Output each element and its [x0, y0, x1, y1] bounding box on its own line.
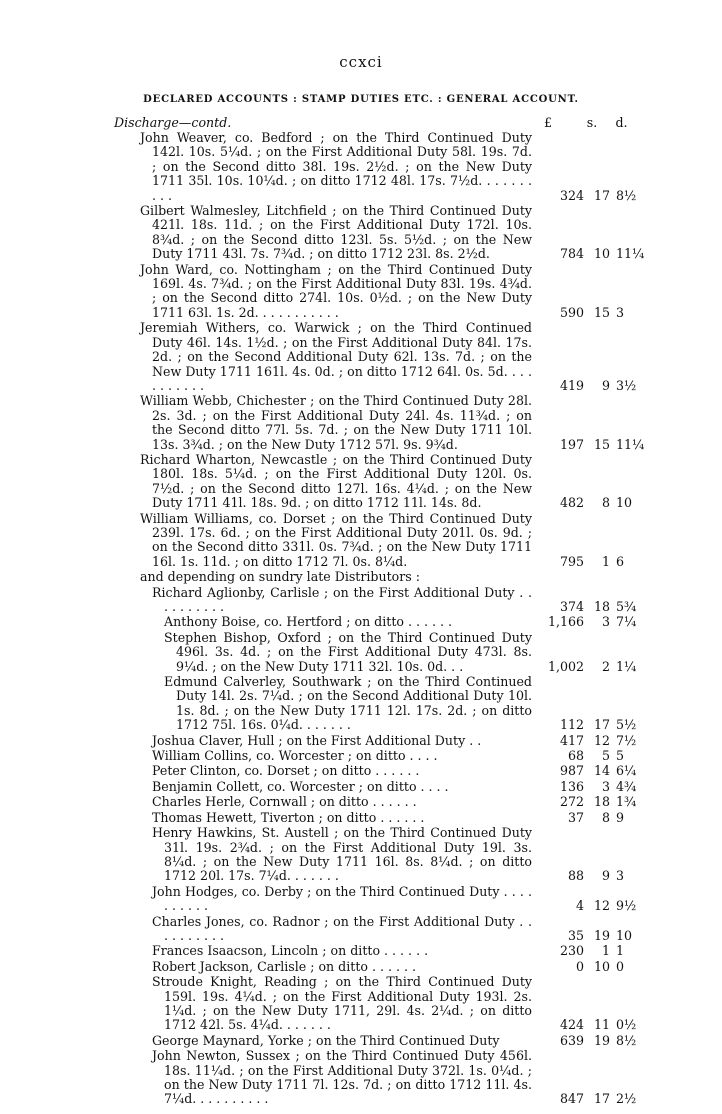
- amount-pounds: 230: [559, 943, 584, 959]
- amount-pence: 0: [616, 958, 625, 974]
- amount-shillings: 1: [601, 943, 610, 959]
- amount-shillings: 3: [601, 778, 610, 794]
- amount-pounds: 35: [567, 927, 584, 943]
- ledger-body: [114, 115, 645, 1108]
- entry-amount: [532, 1034, 636, 1048]
- amount-shillings: 9: [601, 868, 610, 884]
- ledger-entry: [114, 764, 636, 778]
- amount-shillings: 14: [593, 763, 610, 779]
- entry-amount: [532, 734, 636, 748]
- amount-pence: 7½: [616, 732, 637, 748]
- ledger-entry: [114, 203, 645, 262]
- entry-text: John Hodges, co. Derby ; on the Third Continued Duty . . . . . . . . . .: [152, 883, 532, 914]
- amount-pounds: 88: [567, 868, 584, 884]
- amount-pounds: 112: [559, 717, 584, 733]
- entry-text: Joshua Claver, Hull ; on the First Additional Duty . .: [152, 732, 482, 748]
- amount-shillings: 8: [601, 495, 610, 511]
- amount-pounds: 419: [559, 377, 584, 393]
- entry-text: Edmund Calverley, Southwark ; on the Third Continued Duty 14l. 2s. 7¼d. ; on the Second Additional Duty 10l. 1s. 8d. ; on the New Duty 1711 12l. 17s. 2d. ; on ditto 1712 75l. 16s. 0¼d. . . . . . .: [164, 674, 532, 733]
- ledger-entry: [114, 586, 636, 615]
- amount-shillings: 10: [593, 958, 610, 974]
- amount-pounds: 1,002: [547, 658, 584, 674]
- entry-amount: [532, 555, 636, 569]
- amount-pence: 3: [616, 868, 625, 884]
- ledger-entry: [114, 321, 636, 393]
- amount-pence: 5½: [616, 717, 637, 733]
- section-label: Discharge—contd.: [114, 115, 232, 130]
- amount-pounds: 4: [575, 898, 584, 914]
- entry-amount: [532, 780, 636, 794]
- entry-amount: [532, 929, 636, 943]
- entry-text: John Weaver, co. Bedford ; on the Third Continued Duty 142l. 10s. 5¼d. ; on the First Additional Duty 58l. 19s. 7d. ; on the Second ditto 38l. 19s. 2½d. ; on the New Duty 1711 35l. 10s. 10¼d. ; on ditto 1712 48l. 17s. 7½d. . . . . . . . . .: [140, 130, 532, 203]
- ledger-entry: [114, 780, 636, 794]
- entry-amount: [532, 379, 636, 393]
- section-header-row: [114, 116, 636, 131]
- entry-text: Peter Clinton, co. Dorset ; on ditto . . . . . .: [152, 763, 420, 779]
- amount-pence: 11¼: [616, 436, 645, 452]
- amount-pence: 8½: [616, 187, 637, 203]
- amount-pounds: 590: [559, 304, 584, 320]
- entry-amount: [532, 764, 636, 778]
- ledger-entry: [114, 615, 636, 629]
- entry-amount: [532, 944, 636, 958]
- group-label-row: [114, 570, 636, 584]
- amount-pounds: 324: [559, 187, 584, 203]
- amount-pence: 2½: [616, 1091, 637, 1107]
- entry-text: William Collins, co. Worcester ; on ditto . . . .: [152, 748, 438, 764]
- amount-shillings: 17: [593, 187, 610, 203]
- group-label: and depending on sundry late Distributors :: [140, 569, 420, 585]
- amount-pounds: 784: [559, 246, 584, 262]
- entry-text: Charles Jones, co. Radnor ; on the First Additional Duty . . . . . . . . . .: [152, 913, 532, 943]
- entry-text: Stroude Knight, Reading ; on the Third Continued Duty 159l. 19s. 4¼d. ; on the First Additional Duty 193l. 2s. 1¼d. ; on the New Duty 1711, 29l. 4s. 2¼d. ; on ditto 1712 42l. 5s. 4¼d. . . . . . .: [152, 974, 532, 1033]
- entry-text: Stephen Bishop, Oxford ; on the Third Continued Duty 496l. 3s. 4d. ; on the First Additional Duty 473l. 8s. 9¼d. ; on the New Duty 1711 32l. 10s. 0d. . .: [164, 629, 532, 674]
- entry-amount: [532, 189, 636, 203]
- amount-pence: 1¾: [616, 794, 637, 810]
- entry-text: Robert Jackson, Carlisle ; on ditto . . . . . .: [152, 958, 417, 974]
- amount-shillings: 12: [593, 732, 610, 748]
- ledger-entry: [114, 631, 636, 674]
- ledger-entry: [114, 885, 636, 914]
- ledger-entry: [114, 975, 636, 1033]
- amount-shillings: 19: [593, 1032, 610, 1048]
- amount-pence: 11¼: [616, 246, 645, 262]
- entry-amount: [532, 795, 636, 809]
- amount-pounds: 374: [559, 599, 584, 614]
- pounds-header: £: [543, 115, 552, 130]
- amount-shillings: 12: [593, 898, 610, 914]
- amount-pence: 8½: [616, 1032, 637, 1048]
- entry-amount: [532, 436, 645, 452]
- amount-pence: 3: [616, 304, 625, 320]
- amount-pounds: 847: [559, 1091, 584, 1107]
- amount-pounds: 0: [575, 958, 584, 974]
- entry-amount: [532, 1018, 636, 1032]
- entry-text: Benjamin Collett, co. Worcester ; on ditto . . . .: [152, 778, 449, 794]
- ledger-entry: [114, 263, 636, 321]
- entry-text: Gilbert Walmesley, Litchfield ; on the Third Continued Duty 421l. 18s. 11d. ; on the First Additional Duty 172l. 10s. 8¾d. ; on the Second ditto 123l. 5s. 5½d. ; on the New Duty 1711 43l. 7s. 7¾d. ; on ditto 1712 23l. 8s. 2½d.: [140, 203, 532, 262]
- amount-shillings: 17: [593, 717, 610, 733]
- entry-text: John Newton, Sussex ; on the Third Continued Duty 456l. 18s. 11¼d. ; on the First Additional Duty 372l. 1s. 0¼d. ; on the New Duty 1711 7l. 12s. 7d. ; on ditto 1712 11l. 4s. 7¼d. . . . . . . . . .: [152, 1048, 532, 1107]
- entry-amount: [532, 1092, 636, 1106]
- entry-amount: [532, 749, 636, 763]
- amount-shillings: 11: [593, 1017, 610, 1033]
- entry-text: Thomas Hewett, Tiverton ; on ditto . . . . . .: [152, 809, 425, 825]
- pence-header: d.: [615, 115, 628, 130]
- ledger-entry: [114, 512, 636, 570]
- entry-amount: [532, 306, 636, 320]
- ledger-entry: [114, 131, 636, 203]
- ledger-entry: [114, 675, 636, 733]
- entry-text: William Webb, Chichester ; on the Third Continued Duty 28l. 2s. 3d. ; on the First Additional Duty 24l. 4s. 11¾d. ; on the Second ditto 77l. 5s. 7d. ; on the New Duty 1711 10l. 13s. 3¾d. ; on the New Duty 1712 57l. 9s. 9¾d.: [140, 393, 532, 452]
- entry-text: Henry Hawkins, St. Austell ; on the Third Continued Duty 31l. 19s. 2¾d. ; on the First Additional Duty 19l. 3s. 8¼d. ; on the New Duty 1711 16l. 8s. 8¼d. ; on ditto 1712 20l. 17s. 7¼d. . . . . . .: [152, 825, 532, 884]
- amount-pence: 1¼: [616, 658, 637, 674]
- amount-shillings: 1: [601, 553, 610, 569]
- amount-pence: 7¼: [616, 614, 637, 630]
- ledger-entry: [114, 1049, 636, 1107]
- ledger-entry: [114, 795, 636, 809]
- ledger-entry: [114, 944, 636, 958]
- amount-pounds: 197: [559, 436, 584, 452]
- entry-text: Frances Isaacson, Lincoln ; on ditto . . . . . .: [152, 943, 429, 959]
- ledger-entry: [114, 915, 636, 944]
- entry-amount: [532, 718, 636, 732]
- ledger-entry: [114, 960, 636, 974]
- shillings-header: s.: [586, 115, 598, 130]
- entry-amount: [532, 960, 636, 974]
- ledger-entry: [114, 1034, 636, 1048]
- amount-pounds: 37: [567, 809, 584, 825]
- ledger-entry: [114, 749, 636, 763]
- amount-shillings: 2: [601, 658, 610, 674]
- amount-shillings: 10: [593, 246, 610, 262]
- amount-shillings: 18: [593, 599, 610, 614]
- amount-shillings: 8: [601, 809, 610, 825]
- entry-amount: [532, 899, 636, 913]
- entry-amount: [532, 246, 645, 262]
- ledger-entry: [114, 734, 636, 748]
- running-head: DECLARED ACCOUNTS : STAMP DUTIES ETC. : GENERAL ACCOUNT.: [143, 94, 579, 105]
- amount-pence: 3½: [616, 377, 637, 393]
- amount-pounds: 795: [559, 553, 584, 569]
- ledger-entry: [114, 393, 645, 452]
- entry-amount: [532, 811, 636, 825]
- amount-shillings: 15: [593, 304, 610, 320]
- amount-pence: 5¾: [616, 599, 637, 614]
- entry-text: Richard Aglionby, Carlisle ; on the First Additional Duty . . . . . . . . . .: [152, 584, 532, 614]
- ledger-entry: [114, 826, 636, 884]
- entry-amount: [532, 869, 636, 883]
- entry-amount: [532, 615, 636, 629]
- entry-amount: [532, 496, 636, 510]
- amount-shillings: 3: [601, 614, 610, 630]
- ledger-entry: [114, 811, 636, 825]
- amount-pence: 10: [616, 495, 633, 511]
- amount-pounds: 136: [559, 778, 584, 794]
- entry-amount: [532, 600, 636, 614]
- amount-pence: 5: [616, 748, 625, 764]
- amount-pounds: 417: [559, 732, 584, 748]
- entry-list: [114, 130, 645, 569]
- amount-pence: 9½: [616, 898, 637, 914]
- amount-pence: 6: [616, 553, 625, 569]
- amount-shillings: 15: [593, 436, 610, 452]
- amount-shillings: 18: [593, 794, 610, 810]
- amount-pounds: 987: [559, 763, 584, 779]
- amount-shillings: 17: [593, 1091, 610, 1107]
- amount-pence: 4¾: [616, 778, 637, 794]
- amount-pounds: 639: [559, 1032, 584, 1048]
- page-number: ccxci: [339, 53, 383, 71]
- entry-text: Jeremiah Withers, co. Warwick ; on the Third Continued Duty 46l. 14s. 1½d. ; on the First Additional Duty 84l. 17s. 2d. ; on the Second Additional Duty 62l. 13s. 7d. ; on the New Duty 1711 161l. 4s. 0d. ; on ditto 1712 64l. 0s. 5d. . . . . . . . . . .: [140, 320, 532, 393]
- amount-pence: 1: [616, 943, 625, 959]
- ledger-entry: [114, 453, 636, 511]
- entry-text: Charles Herle, Cornwall ; on ditto . . . . . .: [152, 794, 417, 810]
- entry-text: George Maynard, Yorke ; on the Third Continued Duty: [152, 1032, 500, 1048]
- amount-shillings: 19: [593, 927, 610, 943]
- amount-pounds: 1,166: [547, 614, 584, 630]
- amount-pounds: 68: [567, 748, 584, 764]
- amount-pounds: 424: [559, 1017, 584, 1033]
- amount-pence: 0½: [616, 1017, 637, 1033]
- amount-pence: 10: [616, 927, 633, 943]
- amount-shillings: 5: [601, 748, 610, 764]
- amount-pence: 6¼: [616, 763, 637, 779]
- amount-pounds: 272: [559, 794, 584, 810]
- entry-text: John Ward, co. Nottingham ; on the Third Continued Duty 169l. 4s. 7¾d. ; on the First Additional Duty 83l. 19s. 4¾d. ; on the Second ditto 274l. 10s. 0½d. ; on the New Duty 1711 63l. 1s. 2d. . . . . . . . . . .: [140, 261, 532, 320]
- entry-text: William Williams, co. Dorset ; on the Third Continued Duty 239l. 17s. 6d. ; on the First Additional Duty 201l. 0s. 9d. ; on the Second ditto 331l. 0s. 7¾d. ; on the New Duty 1711 16l. 1s. 11d. ; on ditto 1712 7l. 0s. 8¼d.: [140, 510, 532, 569]
- currency-headers: [519, 116, 636, 131]
- entry-text: Anthony Boise, co. Hertford ; on ditto . . . . . .: [164, 614, 453, 630]
- amount-pounds: 482: [559, 495, 584, 511]
- entry-amount: [532, 660, 636, 674]
- entry-text: Richard Wharton, Newcastle ; on the Third Continued Duty 180l. 18s. 5¼d. ; on the First Additional Duty 120l. 0s. 7½d. ; on the Second ditto 127l. 16s. 4¼d. ; on the New Duty 1711 41l. 18s. 9d. ; on ditto 1712 11l. 14s. 8d.: [140, 451, 532, 511]
- amount-shillings: 9: [601, 377, 610, 393]
- sub-entry-list: [114, 586, 636, 1107]
- amount-pence: 9: [616, 809, 625, 825]
